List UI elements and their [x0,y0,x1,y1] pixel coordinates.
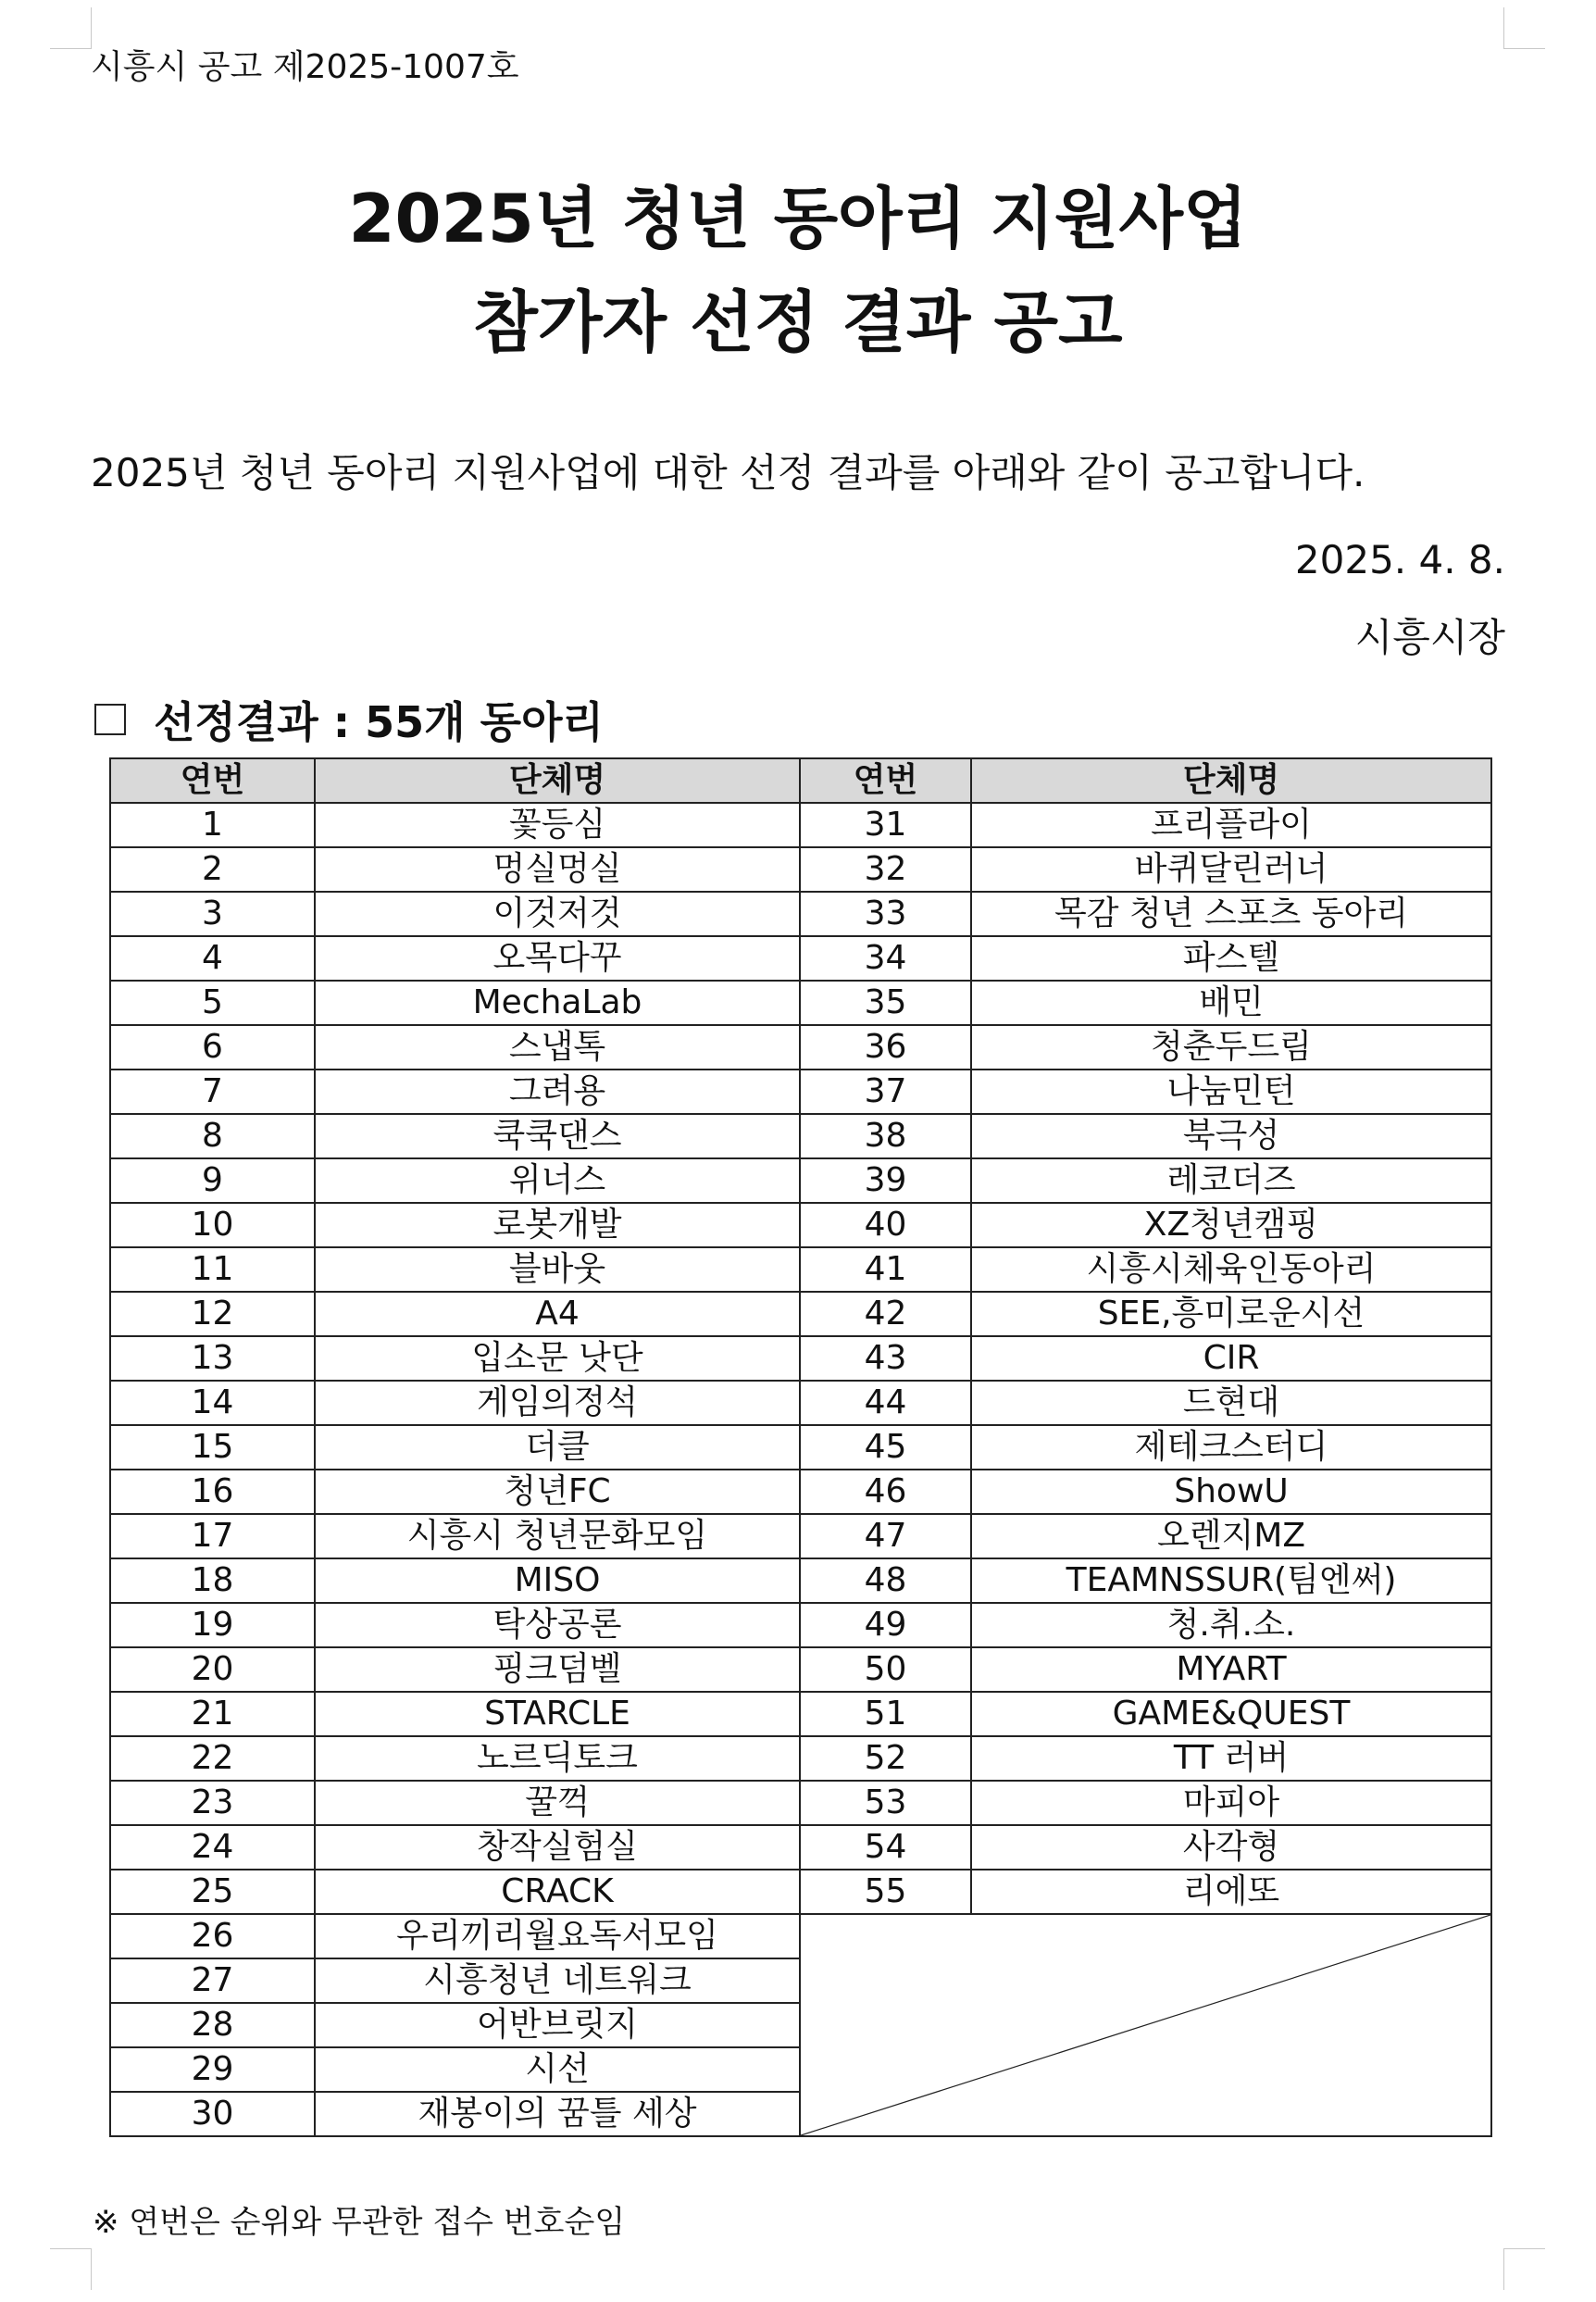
entry-no: 40 [800,1203,971,1247]
entry-no: 23 [110,1781,315,1825]
entry-name: 청춘두드림 [971,1025,1491,1070]
entry-name: 위너스 [315,1158,800,1203]
entry-no: 51 [800,1692,971,1736]
entry-no: 31 [800,803,971,847]
table-row [110,1470,1491,1514]
entry-no: 5 [110,981,315,1025]
entry-no: 4 [110,936,315,981]
entry-no: 7 [110,1070,315,1114]
entry-name: 파스텔 [971,936,1491,981]
checkbox-icon [94,704,126,735]
table-row [110,892,1491,936]
entry-name: 멍실멍실 [315,847,800,892]
entry-name: 프리플라이 [971,803,1491,847]
entry-name: 입소문 낫단 [315,1336,800,1381]
entry-no: 3 [110,892,315,936]
table-row [110,847,1491,892]
issuer: 시흥시장 [1354,615,1505,660]
section-heading [94,689,604,750]
entry-no: 6 [110,1025,315,1070]
entry-no: 45 [800,1425,971,1470]
entry-name: 드현대 [971,1381,1491,1425]
entry-name: 창작실험실 [315,1825,800,1870]
table-row [110,1647,1491,1692]
entry-name: 이것저것 [315,892,800,936]
table-row [110,1781,1491,1825]
entry-no: 48 [800,1558,971,1603]
entry-no: 20 [110,1647,315,1692]
table-row [110,1914,1491,1958]
entry-no: 18 [110,1558,315,1603]
entry-name: 꿀꺽 [315,1781,800,1825]
header-no-right: 연번 [800,758,971,803]
table-row [110,803,1491,847]
table-row [110,1603,1491,1647]
notice-date: 2025. 4. 8. [1294,537,1505,582]
entry-name: 게임의정석 [315,1381,800,1425]
entry-no: 16 [110,1470,315,1514]
entry-no: 15 [110,1425,315,1470]
page-corner-mark [1503,7,1545,49]
table-row [110,1514,1491,1558]
entry-name: 오렌지MZ [971,1514,1491,1558]
entry-name: 목감 청년 스포츠 동아리 [971,892,1491,936]
entry-name: A4 [315,1292,800,1336]
entry-name: STARCLE [315,1692,800,1736]
table-row [110,1203,1491,1247]
table-row [110,981,1491,1025]
entry-name: MYART [971,1647,1491,1692]
entry-no: 33 [800,892,971,936]
notice-number: 시흥시 공고 제2025-1007호 [91,48,519,86]
entry-name: 배민 [971,981,1491,1025]
entry-no: 11 [110,1247,315,1292]
entry-name: 나눔민턴 [971,1070,1491,1114]
entry-no: 49 [800,1603,971,1647]
entry-name: 북극성 [971,1114,1491,1158]
entry-name: 바퀴달린러너 [971,847,1491,892]
entry-no: 32 [800,847,971,892]
entry-name: 레코더즈 [971,1158,1491,1203]
entry-name: 마피아 [971,1781,1491,1825]
entry-name: 어반브릿지 [315,2003,800,2047]
header-name-right: 단체명 [971,758,1491,803]
entry-no: 54 [800,1825,971,1870]
entry-no: 44 [800,1381,971,1425]
entry-no: 22 [110,1736,315,1781]
entry-name: 꽃등심 [315,803,800,847]
table-row [110,936,1491,981]
entry-no: 14 [110,1381,315,1425]
entry-no: 39 [800,1158,971,1203]
table-row [110,1425,1491,1470]
entry-no: 1 [110,803,315,847]
intro-text: 2025년 청년 동아리 지원사업에 대한 선정 결과를 아래와 같이 공고합니다. [91,450,1365,495]
entry-name: 시흥시 청년문화모임 [315,1514,800,1558]
entry-no: 9 [110,1158,315,1203]
entry-no: 17 [110,1514,315,1558]
entry-no: 21 [110,1692,315,1736]
entry-no: 19 [110,1603,315,1647]
table-row [110,1247,1491,1292]
entry-no: 12 [110,1292,315,1336]
table-header-row [110,758,1491,803]
entry-name: 노르딕토크 [315,1736,800,1781]
table-row [110,1381,1491,1425]
document-title-line1: 2025년 청년 동아리 지원사업 [348,180,1248,257]
entry-no: 46 [800,1470,971,1514]
entry-no: 43 [800,1336,971,1381]
entry-no: 52 [800,1736,971,1781]
footnote: ※ 연번은 순위와 무관한 접수 번호순임 [93,2204,626,2241]
entry-name: MISO [315,1558,800,1603]
entry-no: 42 [800,1292,971,1336]
document-title-line2: 참가자 선정 결과 공고 [473,283,1123,361]
entry-no: 26 [110,1914,315,1958]
entry-no: 30 [110,2092,315,2136]
table-row [110,1158,1491,1203]
entry-name: 그려용 [315,1070,800,1114]
entry-name: 스냅톡 [315,1025,800,1070]
entry-name: 리에또 [971,1870,1491,1914]
entry-name: 재봉이의 꿈틀 세상 [315,2092,800,2136]
entry-no: 28 [110,2003,315,2047]
entry-no: 13 [110,1336,315,1381]
table-row [110,1558,1491,1603]
entry-name: ShowU [971,1470,1491,1514]
entry-name: 핑크덤벨 [315,1647,800,1692]
entry-no: 38 [800,1114,971,1158]
page-corner-mark [50,7,92,49]
entry-name: CRACK [315,1870,800,1914]
entry-no: 35 [800,981,971,1025]
table-row [110,1692,1491,1736]
empty-cell-diagonal [800,1914,1491,2136]
entry-no: 37 [800,1070,971,1114]
table-row [110,1025,1491,1070]
entry-no: 24 [110,1825,315,1870]
entry-no: 53 [800,1781,971,1825]
entry-name: 시선 [315,2047,800,2092]
entry-name: 청.취.소. [971,1603,1491,1647]
entry-no: 2 [110,847,315,892]
table-row [110,1736,1491,1781]
entry-name: 블바웃 [315,1247,800,1292]
entry-name: MechaLab [315,981,800,1025]
entry-name: XZ청년캠핑 [971,1203,1491,1247]
entry-no: 36 [800,1025,971,1070]
entry-name: GAME&QUEST [971,1692,1491,1736]
entry-name: 제테크스터디 [971,1425,1491,1470]
table-row [110,1114,1491,1158]
entry-no: 27 [110,1958,315,2003]
entry-no: 25 [110,1870,315,1914]
page-corner-mark [50,2248,92,2290]
entry-name: 더클 [315,1425,800,1470]
table-row [110,1825,1491,1870]
entry-name: 쿡쿡댄스 [315,1114,800,1158]
entry-no: 47 [800,1514,971,1558]
entry-no: 10 [110,1203,315,1247]
table-row [110,1870,1491,1914]
entry-name: 로봇개발 [315,1203,800,1247]
page-corner-mark [1503,2248,1545,2290]
entry-name: 청년FC [315,1470,800,1514]
entry-no: 8 [110,1114,315,1158]
entry-name: TEAMNSSUR(팀엔써) [971,1558,1491,1603]
section-title: 선정결과 : 55개 동아리 [154,697,604,747]
entry-name: 오목다꾸 [315,936,800,981]
header-no-left: 연번 [110,758,315,803]
entry-name: CIR [971,1336,1491,1381]
entry-no: 50 [800,1647,971,1692]
entry-name: 탁상공론 [315,1603,800,1647]
entry-no: 29 [110,2047,315,2092]
table-row [110,1292,1491,1336]
entry-no: 55 [800,1870,971,1914]
entry-name: SEE,흥미로운시선 [971,1292,1491,1336]
entry-name: 시흥청년 네트워크 [315,1958,800,2003]
table-row [110,1070,1491,1114]
results-table [109,757,1492,2137]
entry-name: 사각형 [971,1825,1491,1870]
table-row [110,1336,1491,1381]
entry-name: 시흥시체육인동아리 [971,1247,1491,1292]
entry-name: 우리끼리월요독서모임 [315,1914,800,1958]
entry-no: 34 [800,936,971,981]
entry-name: TT 러버 [971,1736,1491,1781]
entry-no: 41 [800,1247,971,1292]
header-name-left: 단체명 [315,758,800,803]
